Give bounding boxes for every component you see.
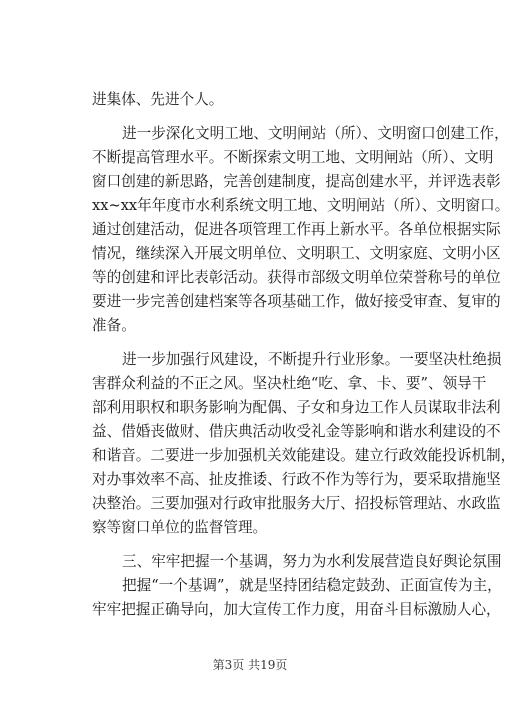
text-line: 害群众利益的不正之风。坚决杜绝“吃、拿、卡、要”、领导干: [92, 375, 487, 392]
page-number-footer: 第3页 共19页: [212, 658, 288, 672]
text-line: 要进一步完善创建档案等各项基础工作，做好接受审查、复审的: [92, 293, 501, 310]
text-line: 等的创建和评比表彰活动。获得市部级文明单位荣誉称号的单位: [92, 269, 501, 286]
text-line: 窗口创建的新思路，完善创建制度，提高创建水平，并评选表彰: [92, 173, 501, 190]
text-line: 情况，继续深入开展文明单位、文明职工、文明家庭、文明小区: [92, 245, 501, 262]
text-line: 部利用职权和职务影响为配偶、子女和身边工作人员谋取非法利: [92, 399, 501, 416]
paragraph-start-line: 进一步深化文明工地、文明闸站（所）、文明窗口创建工作，: [122, 125, 509, 142]
text-line: 通过创建活动，促进各项管理工作再上新水平。各单位根据实际: [92, 221, 501, 238]
text-line: 益、借婚丧做财、借庆典活动收受礼金等影响和谐水利建设的不: [92, 423, 501, 440]
section-heading: 三、牢牢把握一个基调，努力为水利发展营造良好舆论氛围: [122, 553, 502, 570]
paragraph-start-line: 把握“一个基调”，就是坚持团结稳定鼓劲、正面宣传为主，: [122, 577, 502, 594]
text-line: 和谐音。二要进一步加强机关效能建设。建立行政效能投诉机制，: [92, 447, 515, 464]
text-line: 不断提高管理水平。不断探索文明工地、文明闸站（所）、文明: [92, 149, 494, 166]
text-line: 准备。: [92, 317, 136, 334]
paragraph-start-line: 进一步加强行风建设，不断提升行业形象。一要坚决杜绝损: [122, 351, 502, 368]
text-line: 对办事效率不高、扯皮推诿、行政不作为等行为，要采取措施坚: [92, 471, 501, 488]
text-line: 察等窗口单位的监督管理。: [92, 519, 268, 536]
text-line: xx~xx年年度市水利系统文明工地、文明闸站（所）、文明窗口。: [92, 197, 510, 214]
text-line: 牢牢把握正确导向，加大宣传工作力度，用奋斗目标激励人心，: [92, 601, 501, 618]
text-line: 决整治。三要加强对行政审批服务大厅、招投标管理站、水政监: [92, 495, 501, 512]
text-line: 进集体、先进个人。: [92, 91, 224, 108]
